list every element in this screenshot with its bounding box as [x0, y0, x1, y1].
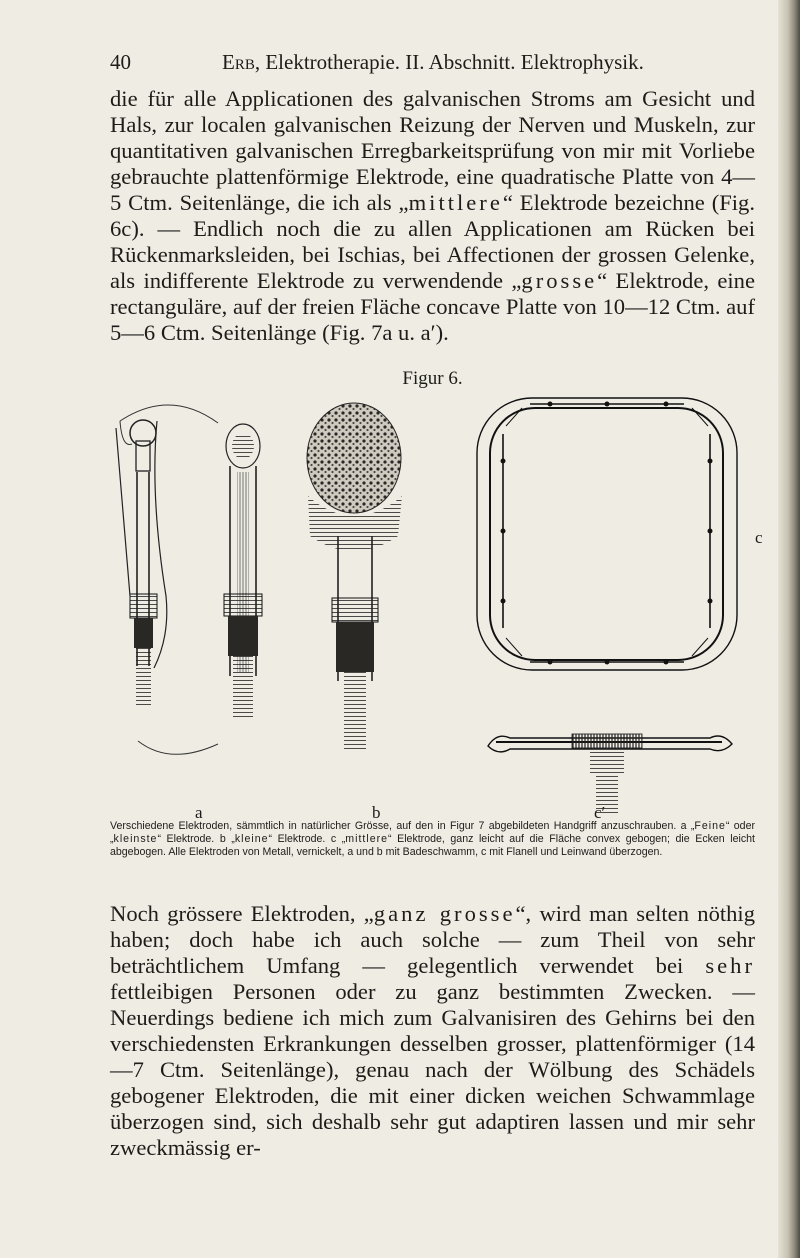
electrode-b [224, 424, 262, 718]
label-a: a [195, 803, 203, 822]
figure-caption [110, 820, 755, 859]
electrode-sponge [307, 403, 402, 752]
caption-emphasis-feine: Feine [694, 820, 726, 832]
book-spine-shadow [778, 0, 800, 1258]
paragraph-1-text-3: “ Elektrode, eine rectanguläre, auf der freien Fläche concave Platte von 10—12 Ctm. auf 5—6 Ctm. Seitenlänge (Fig. 7a u. a′). [110, 268, 755, 345]
figure-6-illustration [110, 376, 760, 826]
caption-text-2: “ oder „ [110, 820, 755, 845]
caption-text-1: Verschiedene Elektroden, sämmtlich in natürlicher Grösse, auf den in Figur 7 abgebildeten Handgriff anzuschrauben. a „ [110, 820, 695, 832]
caption-emphasis-mittlere: mittlere [345, 833, 389, 845]
paragraph-2-text-1: Noch grössere Elektroden, „ [110, 901, 374, 926]
paragraph-1-text-2: “ Elektrode bezeichne (Fig. 6c). — Endlich noch die zu allen Applicationen am Rücken bei Rückenmarksleiden, bei Ischias, bei Affectionen der grossen Gelenke, als indifferente Elektrode zu verwendende „ [110, 190, 756, 293]
electrode-c-plate [477, 398, 737, 670]
running-header [110, 50, 750, 80]
electrode-a [116, 405, 218, 754]
label-c-prime: c′ [594, 803, 606, 822]
figure-title: Figur 6. [402, 368, 463, 389]
label-b: b [372, 803, 381, 822]
figure-6 [110, 376, 763, 831]
paragraph-1 [110, 86, 755, 346]
running-title [222, 50, 644, 75]
running-title-text: , Elektrotherapie. II. Abschnitt. Elektrophysik. [254, 50, 644, 74]
paragraph-1-text-1: die für alle Applicationen des galvanischen Stroms am Gesicht und Hals, zur localen galvanischen Reizung der Nerven und Muskeln, zur quantitativen galvanischen Erregbarkeitsprüfung von mir mit Vorliebe gebrauchte plattenförmige Elektrode, eine quadratische Platte von 4—5 Ctm. Seitenlänge, die ich als „ [110, 86, 755, 215]
caption-text-5: “ Elektrode, ganz leicht auf die Fläche convex gebogen; die Ecken leicht abgebogen. Alle Elektroden von Metall, vernickelt, a und b mit Badeschwamm, c mit Flanell und Leinwand überzogen. [110, 833, 755, 858]
caption-text-4: “ Elektrode. c „ [268, 833, 346, 845]
electrode-c-side-view [488, 734, 732, 814]
page-number: 40 [110, 50, 131, 74]
paragraph-2-text-3: fettleibigen Personen oder zu ganz bestimmten Zwecken. — Neuerdings bediene ich mich zum Galvanisiren des Gehirns bei den verschiedensten Erkrankungen desselben grosser, plattenförmiger (14—7 Ctm. Seitenlänge), genau nach der Wölbung des Schädels gebogener Elektroden, die mit einer dicken weichen Schwammlage überzogen sind, sich deshalb sehr gut adaptiren lassen und mir sehr zweckmässig er- [110, 979, 755, 1160]
label-c: c [755, 528, 763, 547]
paragraph-1-emphasis-grosse: grosse [521, 268, 598, 293]
caption-text-3: “ Elektrode. b „ [157, 833, 235, 845]
author-name: Erb [222, 50, 255, 74]
caption-emphasis-kleine: kleine [234, 833, 269, 845]
paragraph-1-emphasis-mittlere: mittlere [408, 190, 503, 215]
paragraph-2-emphasis-ganz-grosse: ganz grosse [373, 901, 516, 926]
paragraph-2-text-2: “, wird man selten nöthig haben; doch habe ich auch solche — zum Theil von sehr beträchtlichem Umfang — gelegentlich verwendet bei [110, 901, 756, 978]
paragraph-2-emphasis-sehr: sehr [705, 953, 755, 978]
caption-emphasis-kleinste: kleinste [113, 833, 158, 845]
paragraph-2 [110, 901, 755, 1161]
